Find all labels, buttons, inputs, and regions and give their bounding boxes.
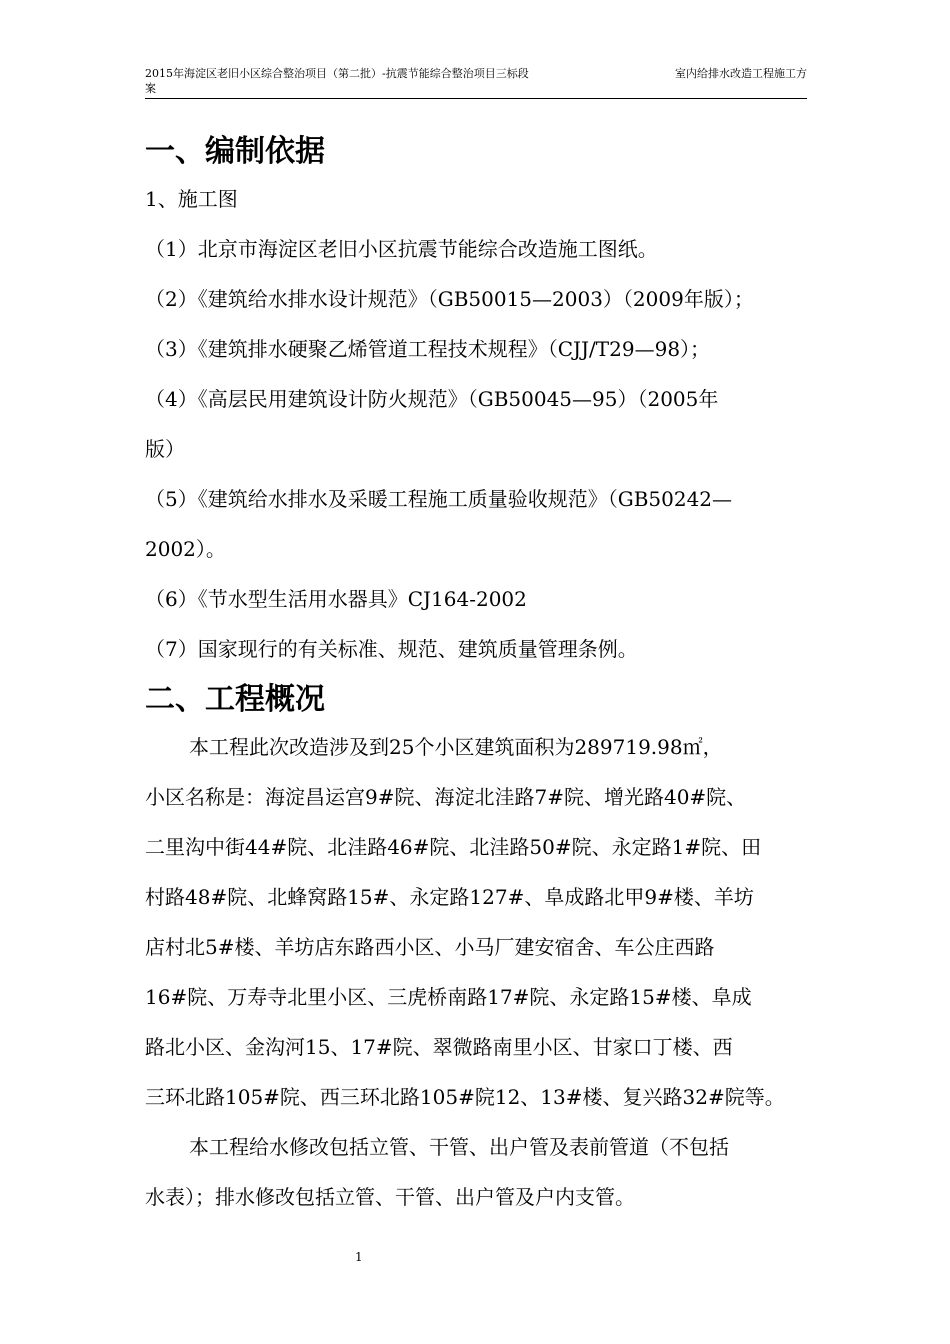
basis-item-7: （7）国家现行的有关标准、规范、建筑质量管理条例。 — [145, 637, 638, 661]
header-left-line1: 2015年海淀区老旧小区综合整治项目（第二批）-抗震节能综合整治项目三标段 — [145, 67, 529, 80]
header-left-line2: 案 — [145, 82, 156, 95]
overview-p2-line: 水表）；排水修改包括立管、干管、出户管及户内支管。 — [145, 1185, 635, 1209]
page-number: 1 — [355, 1250, 363, 1264]
overview-paragraph-2 — [145, 1122, 807, 1222]
section1-subtitle: 1、施工图 — [145, 187, 238, 211]
basis-item-3: （3）《建筑排水硬聚乙烯管道工程技术规程》（CJJ/T29—98）； — [145, 337, 711, 361]
overview-paragraph-1 — [145, 722, 807, 1122]
basis-item-1: （1）北京市海淀区老旧小区抗震节能综合改造施工图纸。 — [145, 237, 658, 261]
basis-item-2: （2）《建筑给水排水设计规范》（GB50015—2003）（2009年版）； — [145, 287, 754, 311]
overview-p1-line: 二里沟中街44#院、北洼路46#院、北洼路50#院、永定路1#院、田 — [145, 835, 762, 859]
basis-item-4-cont: 版） — [145, 437, 185, 461]
basis-item-5-cont: 2002）。 — [145, 537, 226, 561]
overview-p1-line: 小区名称是：海淀昌运宫9#院、海淀北洼路7#院、增光路40#院、 — [145, 785, 747, 809]
overview-p2-line: 本工程给水修改包括立管、干管、出户管及表前管道（不包括 — [189, 1135, 729, 1159]
overview-p1-line: 路北小区、金沟河15、17#院、翠微路南里小区、甘家口丁楼、西 — [145, 1035, 733, 1059]
section2-heading: 二、工程概况 — [145, 682, 325, 717]
overview-p1-line: 16#院、万寿寺北里小区、三虎桥南路17#院、永定路15#楼、阜成 — [145, 985, 752, 1009]
overview-p1-line: 店村北5#楼、羊坊店东路西小区、小马厂建安宿舍、车公庄西路 — [145, 935, 715, 959]
basis-item-4: （4）《高层民用建筑设计防火规范》（GB50045—95）（2005年 — [145, 387, 719, 411]
overview-p1-line: 村路48#院、北蜂窝路15#、永定路127#、阜成路北甲9#楼、羊坊 — [145, 885, 754, 909]
page-header — [145, 66, 807, 99]
overview-p1-line: 本工程此次改造涉及到25个小区建筑面积为289719.98㎡， — [189, 735, 723, 759]
header-document-title: 室内给排水改造工程施工方 — [675, 67, 807, 80]
section1-heading: 一、编制依据 — [145, 134, 325, 169]
basis-item-6: （6）《节水型生活用水器具》CJ164-2002 — [145, 587, 527, 611]
overview-p1-line: 三环北路105#院、西三环北路105#院12、13#楼、复兴路32#院等。 — [145, 1085, 785, 1109]
header-project-title — [145, 66, 575, 96]
basis-item-5: （5）《建筑给水排水及采暖工程施工质量验收规范》（GB50242— — [145, 487, 733, 511]
